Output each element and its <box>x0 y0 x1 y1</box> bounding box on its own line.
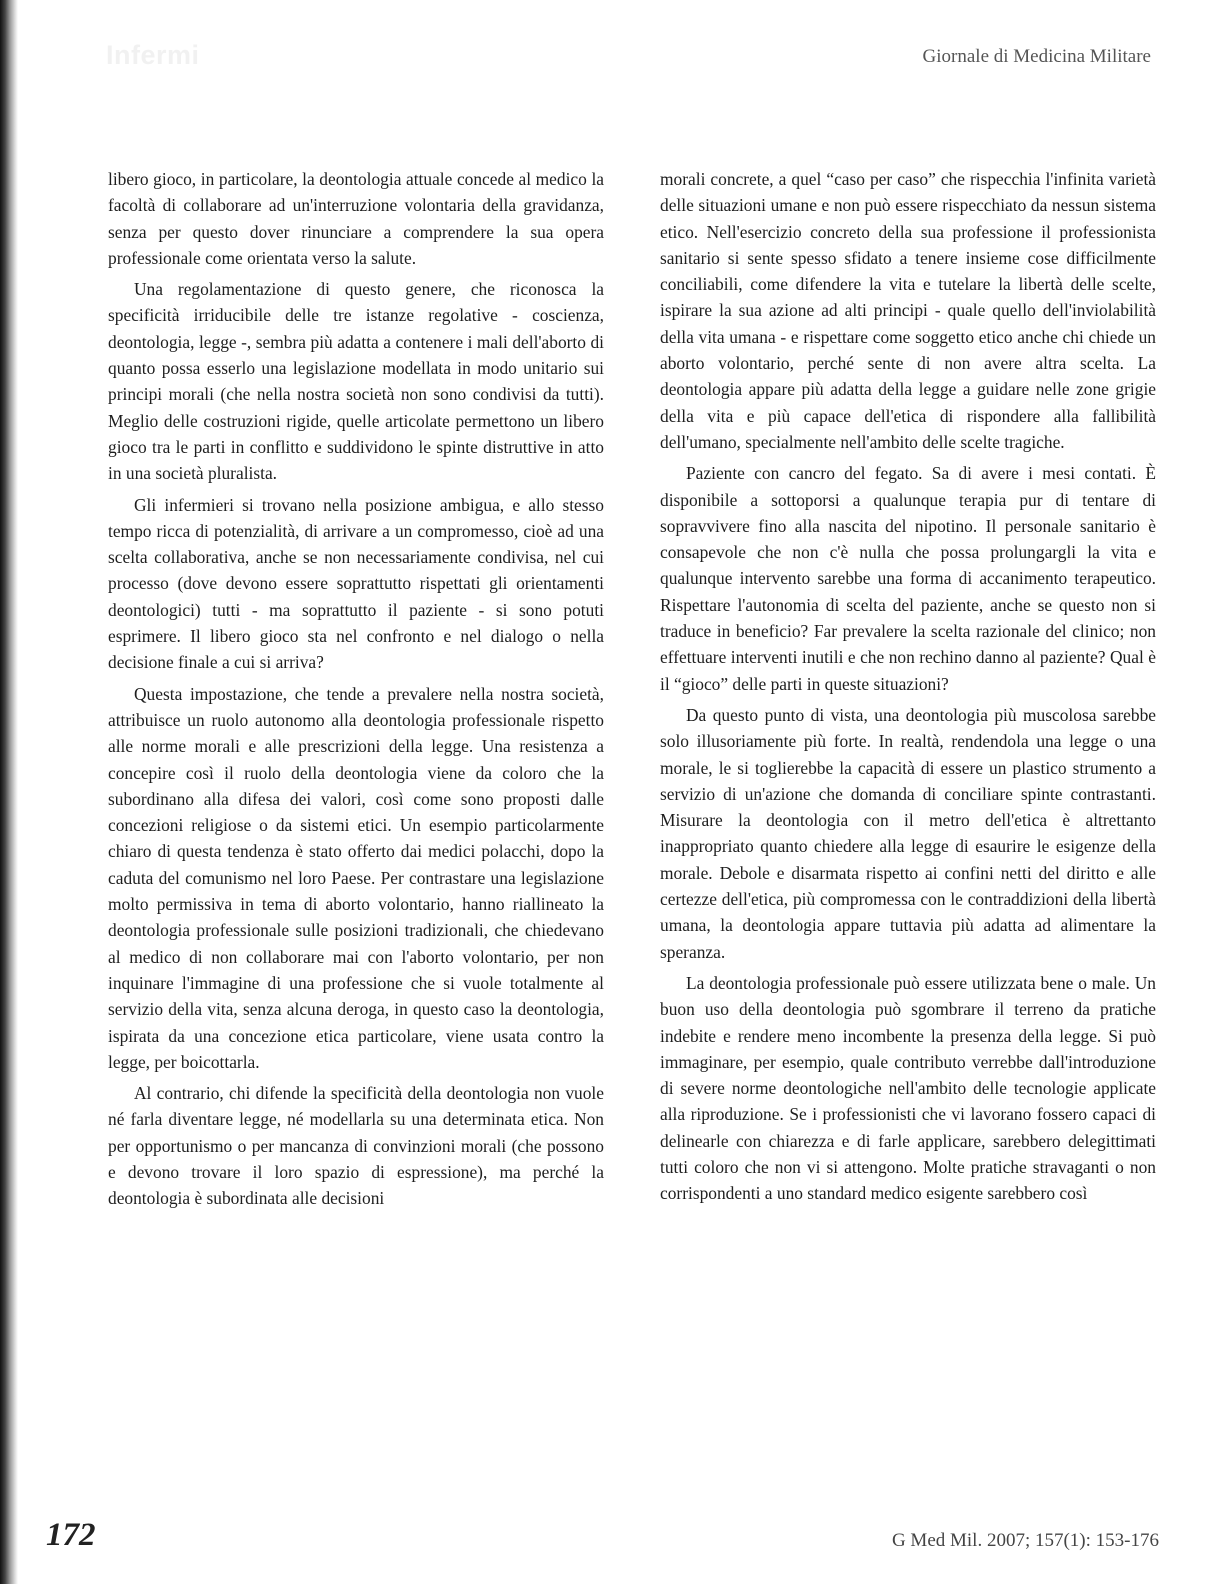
right-paragraph-2: Paziente con cancro del fegato. Sa di avere i mesi contati. È disponibile a sottoporsi a qualunque terapia pur di tentare di sopravvivere fino alla nascita del nipotino. Il personale sanitario è consapevole che non c'è nulla che possa prolungargli la vita e qualunque intervento sarebbe una forma di accanimento terapeutico. Rispettare l'autonomia di scelta del paziente, anche se questo non si traduce in beneficio? Far prevalere la scelta razionale del clinico; non effettuare interventi inutili e che non rechino danno al paziente? Qual è il “gioco” delle parti in queste situazioni? <box>660 463 1156 694</box>
right-paragraph-3: Da questo punto di vista, una deontologia più muscolosa sarebbe solo illusoriamente più forte. In realtà, rendendola una legge o una morale, le si toglierebbe la capacità di essere un plastico strumento a servizio di un'azione che domanda di conciliare spinte contrastanti. Misurare la deontologia con il metro dell'etica è altrettanto inappropriato quanto chiedere alla legge di esaurire le esigenze della morale. Debole e disarmata rispetto ai confini netti del diritto e alle certezze dell'etica, più compromessa con le contraddizioni della libertà umana, la deontologia appare tuttavia più adatta ad alimentare la speranza. <box>660 704 1156 962</box>
left-paragraph-4: Questa impostazione, che tende a prevalere nella nostra società, attribuisce un ruolo autonomo alla deontologia professionale rispetto alle norme morali e alle prescrizioni della legge. Una resistenza a concepire così il ruolo della deontologia viene da coloro che la subordinano alla difesa dei valori, così come sono proposti dalle concezioni religiose o da sistemi etici. Un esempio particolarmente chiaro di questa tendenza è stato offerto dai medici polacchi, dopo la caduta del comunismo nel loro Paese. Per contrastare una legislazione molto permissiva in tema di aborto volontario, hanno riallineato la deontologia professionale sulle posizioni tradizionali, che chiedevano al medico di non collaborare mai con l'aborto volontario, per non inquinare l'immagine di una professione che si vuole totalmente al servizio della vita, senza alcuna deroga, in questo caso la deontologia, ispirata da una concezione etica particolare, viene usata contro la legge, per boicottarla. <box>108 683 604 1072</box>
left-column <box>108 166 604 1217</box>
left-paragraph-2: Una regolamentazione di questo genere, che riconosca la specificità irriducibile delle tre istanze regolative - coscienza, deontologia, legge -, sembra più adatta a contenere i mali dell'aborto di quanto possa esserlo una legislazione modellata in modo unitario sui principi morali (che nella nostra società non sono condivisi da tutti). Meglio delle costruzioni rigide, quelle articolate permettono un libero gioco tra le parti in conflitto e suddividono le spinte distruttive in atto in una società pluralista. <box>108 279 604 484</box>
left-paragraph-3: Gli infermieri si trovano nella posizione ambigua, e allo stesso tempo ricca di potenzialità, di arrivare a un compromesso, cioè ad una scelta collaborativa, anche se non necessariamente condivisa, nel cui processo (dove devono essere soprattutto rispettati gli orientamenti deontologici) tutti - ma soprattutto il paziente - si sono potuti esprimere. Il libero gioco sta nel confronto e nel dialogo o nella decisione finale a cui si arriva? <box>108 494 604 673</box>
journal-title: Giornale di Medicina Militare <box>922 46 1151 67</box>
page-binding-edge <box>0 0 18 1584</box>
journal-citation: G Med Mil. 2007; 157(1): 153-176 <box>891 1530 1159 1551</box>
page-number: 172 <box>46 1517 96 1553</box>
right-column <box>660 166 1156 1212</box>
left-paragraph-1: libero gioco, in particolare, la deontologia attuale concede al medico la facoltà di collaborare ad un'interruzione volontaria della gravidanza, senza per questo dover rinunciare a comprendere la sua opera professionale come orientata verso la salute. <box>108 169 604 268</box>
right-paragraph-4: La deontologia professionale può essere utilizzata bene o male. Un buon uso della deontologia può sgombrare il terreno da pratiche indebite e rendere meno incombente la presenza della legge. Si può immaginare, per esempio, quale contributo verrebbe dall'introduzione di severe norme deontologiche nell'ambito delle tecnologie applicate alla riproduzione. Se i professionisti che vi lavorano fossero capaci di delinearle con chiarezza e di farle applicare, sarebbero delegittimati tutti coloro che non vi si attengono. Molte pratiche stravaganti o non corrispondenti a uno standard medico esigente sarebbero così <box>660 972 1156 1204</box>
left-paragraph-5: Al contrario, chi difende la specificità della deontologia non vuole né farla diventare legge, né modellarla su una determinata etica. Non per opportunismo o per mancanza di convinzioni morali (che possono e devono trovare il loro spazio di espressione), ma perché la deontologia è subordinata alle decisioni <box>108 1083 604 1209</box>
section-header-watermark: Infermi <box>106 40 200 70</box>
right-paragraph-1: morali concrete, a quel “caso per caso” che rispecchia l'infinita varietà delle situazioni umane e non può essere rispecchiato da nessun sistema etico. Nell'esercizio concreto della sua professione il professionista sanitario si sente spesso sfidato a tenere insieme cose difficilmente conciliabili, come difendere la vita e tutelare la libertà delle scelte, ispirare la sua azione ad alti principi - quale quello dell'inviolabilità della vita umana - e rispettare come soggetto etico anche chi chiede un aborto volontario, perché sente di non avere altra scelta. La deontologia appare più adatta della legge a guidare nelle zone grigie della vita e più capace dell'etica di rispondere alla fallibilità dell'umano, specialmente nell'ambito delle scelte tragiche. <box>660 169 1156 452</box>
